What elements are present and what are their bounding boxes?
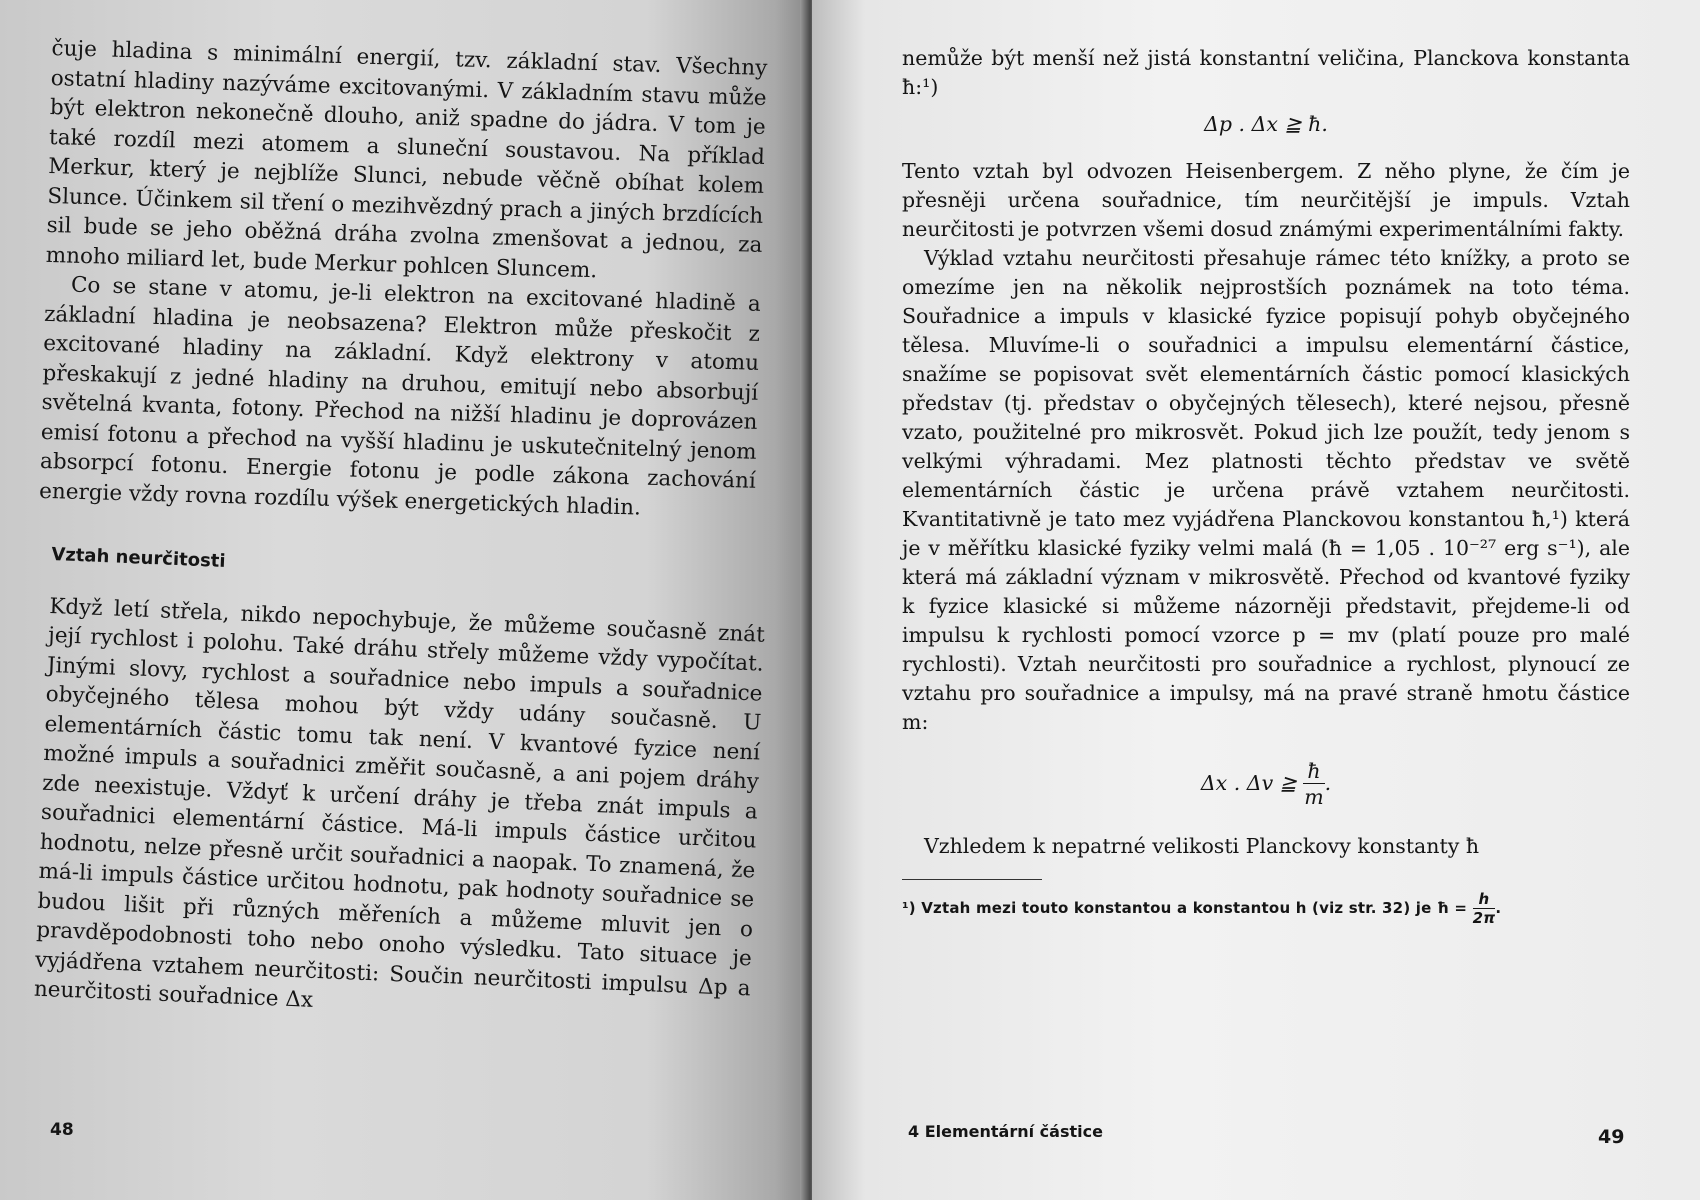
left-section [33, 540, 767, 1033]
formula-velocity [902, 759, 1630, 810]
left-page [0, 0, 808, 1200]
page-number-left: 48 [50, 1120, 74, 1140]
formula-heisenberg: Δp . Δx ≧ ħ. [1204, 112, 1328, 136]
right-page-body [902, 44, 1630, 927]
left-paragraph-2: Co se stane v atomu, je-li elektron na excitované hladině a základní hladina je neobsazena? Elektron může přeskočit z excitované hladiny na základní. Když elektrony v atomu přeskakují z jedné hladiny na druhou, emitují nebo absorbují světelná kvanta, fotony. Přechod na nižší hladinu je doprovázen emisí fotonu a přechod na vyšší hladinu je uskutečnitelný jenom absorpcí fotonu. Energie fotonu je podle zákona zachování energie vždy rovna rozdílu výšek energetických hladin. [38, 272, 762, 521]
chapter-footer: 4 Elementární částice [908, 1122, 1103, 1141]
fraction-numerator: ħ [1303, 759, 1324, 784]
footnote-denominator: 2π [1472, 909, 1496, 927]
fraction-denominator: m [1304, 785, 1324, 809]
right-paragraph-4: Vzhledem k nepatrné velikosti Planckovy konstanty ħ [924, 834, 1480, 858]
page-number-right: 49 [1598, 1126, 1625, 1148]
left-paragraph-1: čuje hladina s minimální energií, tzv. základní stav. Všechny ostatní hladiny nazýváme excitovanými. V základním stavu může být elektron nekonečně dlouho, aniž spadne do jádra. V tom je také rozdíl mezi atomem a sluneční soustavou. Na příklad Merkur, který je nejblíže Slunci, nebude věčně obíhat kolem Slunce. Účinkem sil tření o mezihvězdný prach a jiných brzdících sil bude se jeho oběžná dráha zvolna zmenšovat a jednou, za mnoho miliard let, bude Merkur pohlcen Sluncem. [45, 35, 768, 283]
right-paragraph-2: Tento vztah byl odvozen Heisenbergem. Z něho plyne, že čím je přesněji určena souřadnice, tím neurčitější je impuls. Vztah neurčitosti je potvrzen všemi dosud známými experimentálními fakty. [902, 159, 1630, 241]
left-page-body [39, 34, 768, 526]
footnote [902, 890, 1630, 927]
left-paragraph-3: Když letí střela, nikdo nepochybuje, že můžeme současně znát její rychlost i polohu. Také dráhu střely můžeme vždy vypočítat. Jinými slovy, rychlost a souřadnice nebo impuls a souřadnice obyčejného tělesa mohou být vždy udány současně. U elementárních částic tomu tak není. V kvantové fyzice není možné impuls a souřadnici změřit současně, a ani pojem dráhy zde neexistuje. Vždyť k určení dráhy je třeba znát impuls a souřadnici elementární částice. Má-li impuls částice určitou hodnotu, nelze přesně určit souřadnici a naopak. To znamená, že má-li impuls částice určitou hodnotu, pak hodnoty souřadnice se budou lišit při různých měřeních a můžeme mluvit jen o pravděpodobnosti toho nebo onoho výsledku. Tato situace je vyjádřena vztahem neurčitosti: Součin neurčitosti impulsu Δp a neurčitosti souřadnice Δx [33, 593, 766, 1013]
footnote-rule [902, 879, 1042, 880]
formula-velocity-fraction [1303, 759, 1324, 810]
footnote-end: . [1495, 899, 1502, 917]
right-paragraph-1: nemůže být menší než jistá konstantní veličina, Planckova konstanta ħ:¹) [902, 46, 1630, 99]
formula-velocity-left: Δx . Δv ≧ [1200, 771, 1297, 795]
footnote-text: ¹) Vztah mezi touto konstantou a konstantou h (viz str. 32) je ħ = [902, 899, 1468, 917]
footnote-numerator: h [1473, 890, 1496, 909]
footnote-fraction [1473, 890, 1496, 927]
right-paragraph-3: Výklad vztahu neurčitosti přesahuje rámec této knížky, a proto se omezíme jen na několik nejprostších poznámek na toto téma. Souřadnice a impuls v klasické fyzice popisují pohyb obyčejného tělesa. Mluvíme-li o souřadnici a impulsu elementární částice, snažíme se popisovat svět elementárních částic pomocí klasických představ (tj. představ o obyčejných tělesech), které nejsou, přesně vzato, použitelné pro mikrosvět. Pokud jich lze použít, tedy jenom s velkými výhradami. Mez platnosti těchto představ ve světě elementárních částic je určena právě vztahem neurčitosti. Kvantitativně je tato mez vyjádřena Planckovou konstantou ħ,¹) která je v měřítku klasické fyziky velmi malá (ħ = 1,05 . 10⁻²⁷ erg s⁻¹), ale která má základní význam v mikrosvětě. Přechod od kvantové fyziky k fyzice klasické si můžeme názorněji představit, přejdeme-li od impulsu k rychlosti pomocí vzorce p = mv (platí pouze pro malé rychlosti). Vztah neurčitosti pro souřadnice a rychlost, plynoucí ze vztahu pro souřadnice a impulsy, má na pravé straně hmotu částice m: [902, 246, 1630, 734]
formula-velocity-end: . [1324, 771, 1332, 795]
section-heading: Vztah neurčitosti [50, 543, 226, 572]
right-page [812, 0, 1700, 1200]
